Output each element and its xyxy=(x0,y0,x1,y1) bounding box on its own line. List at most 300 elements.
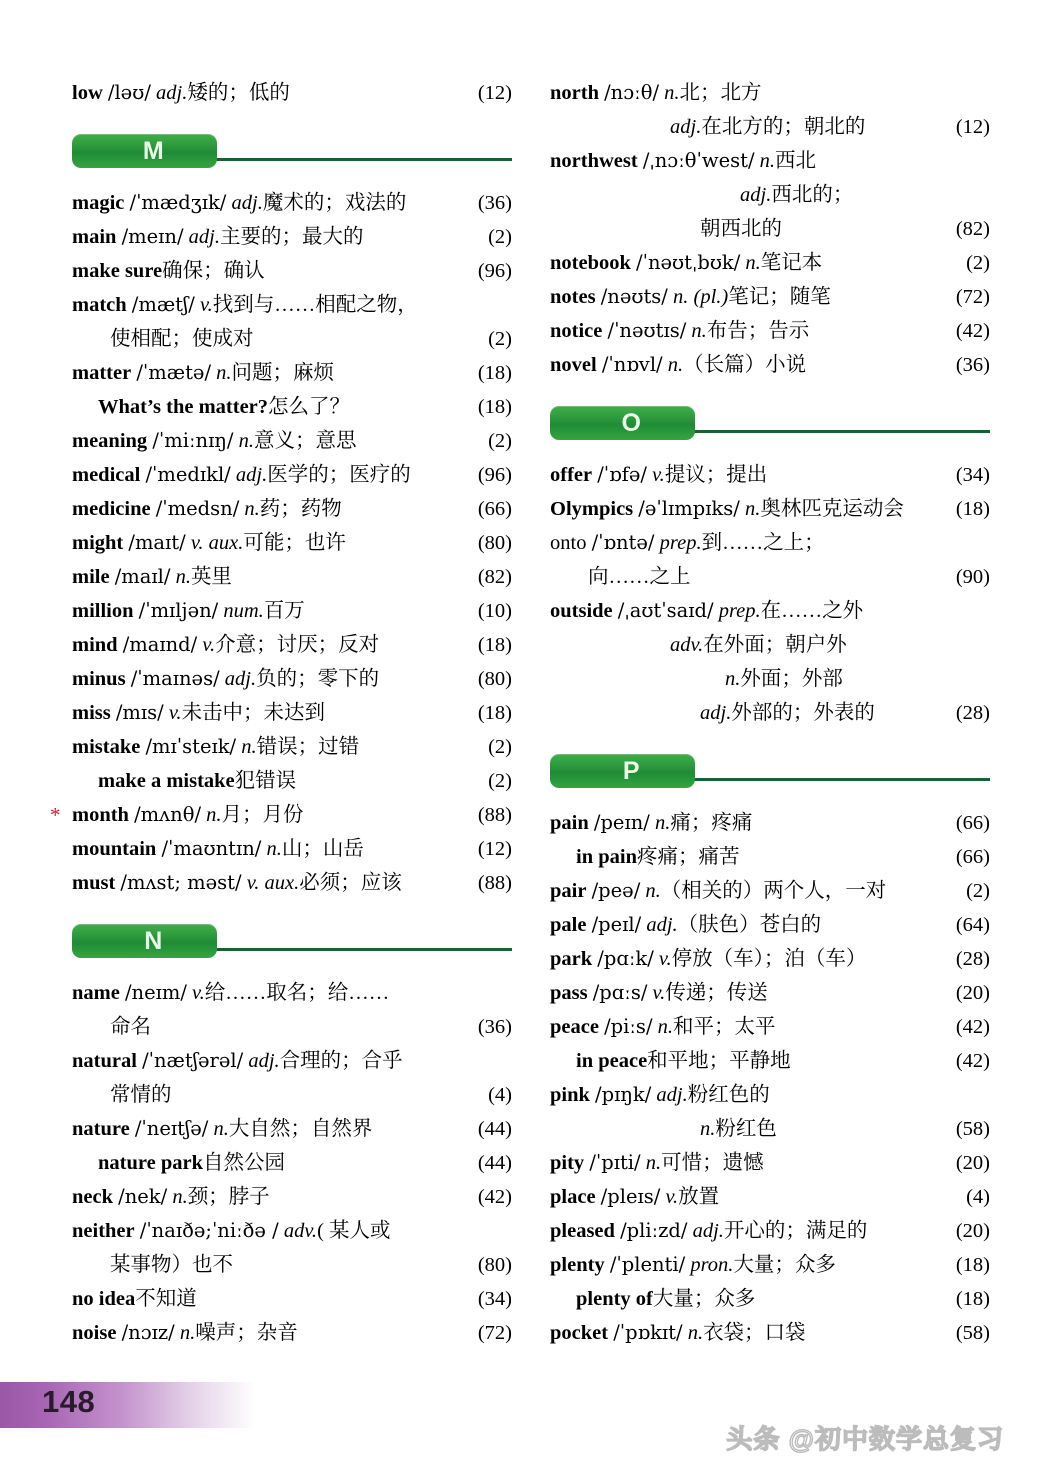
phonetic: /peɪn/ xyxy=(593,811,650,834)
page-reference: (20) xyxy=(955,1220,990,1242)
headword: pocket xyxy=(550,1322,609,1344)
entry-line xyxy=(550,1044,990,1078)
part-of-speech: adj. xyxy=(670,116,702,138)
definition-cn: 大量；众多 xyxy=(733,1254,836,1276)
entry-text xyxy=(72,872,402,894)
part-of-speech: n. xyxy=(673,286,689,308)
entry-line xyxy=(72,1316,512,1350)
definition-cn: 确保；确认 xyxy=(162,260,265,282)
page-reference: (18) xyxy=(955,1288,990,1310)
definition-cn: 外面；外部 xyxy=(740,668,843,690)
headword: medical xyxy=(72,464,141,486)
page-reference: (18) xyxy=(477,634,512,656)
part-of-speech: n. xyxy=(213,1118,229,1140)
glossary-entry xyxy=(72,424,512,458)
definition-cn: 主要的；最大的 xyxy=(219,226,364,248)
glossary-entry xyxy=(550,246,990,280)
entry-line xyxy=(550,1214,990,1248)
headword: onto xyxy=(550,532,587,554)
entry-text xyxy=(98,1152,285,1174)
definition-cn: 布告；告示 xyxy=(706,320,810,342)
entry-line xyxy=(550,806,990,840)
entry-text xyxy=(72,464,411,486)
entry-line xyxy=(72,628,512,662)
definition-cn: 笔记；随笔 xyxy=(728,286,831,308)
phonetic: /ˈmiːnɪŋ/ xyxy=(152,429,234,452)
phonetic: /maɪnd/ xyxy=(122,633,198,656)
part-of-speech: n. xyxy=(657,1016,674,1038)
headword: pain xyxy=(550,812,589,834)
entry-line xyxy=(72,1146,512,1180)
page-reference: (12) xyxy=(477,82,512,104)
part-of-speech: n. xyxy=(759,150,776,172)
glossary-entry xyxy=(72,832,512,866)
glossary-entry xyxy=(550,1078,990,1146)
headword: mistake xyxy=(72,736,141,758)
glossary-entry xyxy=(72,288,512,356)
entry-text xyxy=(110,1084,172,1106)
page-reference: (66) xyxy=(955,846,990,868)
part-of-speech: adj. xyxy=(656,1084,688,1106)
entry-line xyxy=(550,246,990,280)
section-letter: P xyxy=(622,756,641,785)
entry-text xyxy=(725,668,843,690)
phonetic: /ˌnɔːθˈwest/ xyxy=(642,149,755,172)
definition-cn: 噪声；杂音 xyxy=(195,1322,298,1344)
part-of-speech: v. xyxy=(658,948,672,970)
entry-text xyxy=(72,702,325,724)
page-reference: (44) xyxy=(477,1118,512,1140)
glossary-entry xyxy=(550,1146,990,1180)
headword: nature xyxy=(72,1118,130,1140)
headword: name xyxy=(72,982,120,1004)
definition-cn: 可惜；遗憾 xyxy=(661,1152,764,1174)
page-reference: (20) xyxy=(955,982,990,1004)
phonetic: /ˈnəʊtˌbʊk/ xyxy=(636,251,741,274)
page-reference: (72) xyxy=(955,286,990,308)
definition-cn: 西北 xyxy=(775,150,817,172)
part-of-speech: adj. xyxy=(235,464,268,486)
section-divider xyxy=(209,948,512,951)
headword: medicine xyxy=(72,498,151,520)
page-reference: (18) xyxy=(955,1254,990,1276)
definition-cn: 找到与……相配之物， xyxy=(212,294,418,316)
entry-line xyxy=(72,1078,512,1112)
definition-cn: 大量；众多 xyxy=(652,1288,756,1310)
entry-text xyxy=(550,1254,836,1276)
entry-text xyxy=(72,566,232,588)
headword: pale xyxy=(550,914,587,936)
part-of-speech: n. xyxy=(664,82,680,104)
headword: minus xyxy=(72,668,126,690)
entry-line xyxy=(550,280,990,314)
glossary-entry xyxy=(72,628,512,662)
headword: make sure xyxy=(72,260,163,282)
glossary-entry xyxy=(72,662,512,696)
entry-line xyxy=(550,212,990,246)
glossary-entry xyxy=(550,942,990,976)
entry-line xyxy=(550,594,990,628)
entry-line xyxy=(72,1282,512,1316)
entry-line xyxy=(550,662,990,696)
entry-text xyxy=(550,532,825,554)
definition-cn: 合理的；合乎 xyxy=(279,1050,403,1072)
headword: no idea xyxy=(72,1288,136,1310)
definition-cn: 大自然；自然界 xyxy=(228,1118,373,1140)
page-reference: (66) xyxy=(955,812,990,834)
entry-text xyxy=(550,880,886,902)
entry-text xyxy=(700,702,875,724)
glossary-entry xyxy=(550,806,990,840)
entry-line xyxy=(72,424,512,458)
definition-cn: 粉红色 xyxy=(715,1118,777,1140)
page-reference: (4) xyxy=(966,1186,990,1208)
page-reference: (88) xyxy=(477,872,512,894)
section-letter: M xyxy=(142,136,165,165)
definition-cn: 某事物）也不 xyxy=(110,1254,233,1276)
section-header-p xyxy=(550,752,990,790)
entry-text xyxy=(576,846,739,868)
section-header-m xyxy=(72,132,512,170)
phonetic: /ˈmaɪnəs/ xyxy=(130,667,220,690)
headword: meaning xyxy=(72,430,148,452)
part-of-speech: prep. xyxy=(718,600,761,622)
entry-text xyxy=(550,600,863,622)
page-reference: (42) xyxy=(955,1016,990,1038)
entry-line xyxy=(550,942,990,976)
part-of-speech: adj. xyxy=(156,82,188,104)
phonetic: /mætʃ/ xyxy=(131,293,195,316)
definition-cn: 北；北方 xyxy=(679,82,762,104)
phonetic: /ˈmedɪkl/ xyxy=(145,463,231,486)
headword: must xyxy=(72,872,116,894)
phonetic: /mɪˈsteɪk/ xyxy=(145,735,237,758)
new-word-asterisk: * xyxy=(50,803,61,827)
entry-line xyxy=(72,696,512,730)
definition-cn: 痛；疼痛 xyxy=(670,812,753,834)
definition-cn: 药；药物 xyxy=(259,498,342,520)
phonetic: /mɪs/ xyxy=(115,701,164,724)
part-of-speech: v. xyxy=(202,634,216,656)
definition-cn: 命名 xyxy=(110,1016,151,1038)
headword: miss xyxy=(72,702,111,724)
entry-text xyxy=(110,1254,233,1276)
part-of-speech: n. xyxy=(241,736,257,758)
phonetic: /maɪt/ xyxy=(128,531,186,554)
page-reference: (18) xyxy=(477,362,512,384)
phonetic: /pɑːs/ xyxy=(592,981,648,1004)
glossary-entry xyxy=(72,458,512,492)
definition-cn: （相关的）两个人，一对 xyxy=(660,880,887,902)
headword: plenty of xyxy=(576,1288,653,1310)
entry-line xyxy=(550,976,990,1010)
definition-cn: 必须；应该 xyxy=(299,872,402,894)
entry-text xyxy=(740,184,853,206)
phonetic: /mʌst; məst/ xyxy=(120,871,242,894)
entry-line xyxy=(72,1010,512,1044)
glossary-entry xyxy=(72,254,512,288)
entry-text xyxy=(550,812,752,834)
entry-text xyxy=(550,252,822,274)
glossary-entry xyxy=(72,730,512,764)
phonetic: /ˈɒfə/ xyxy=(597,463,647,486)
page-reference: (2) xyxy=(488,226,512,248)
entry-text xyxy=(98,396,350,418)
phonetic: /pɪŋk/ xyxy=(595,1083,652,1106)
entry-text xyxy=(72,1288,197,1310)
part-of-speech-extra: (pl.) xyxy=(693,286,729,308)
part-of-speech: adj. xyxy=(692,1220,724,1242)
glossary-entry xyxy=(72,866,512,900)
entry-text xyxy=(72,1220,391,1242)
glossary-entry xyxy=(72,1146,512,1180)
page-reference: (42) xyxy=(955,1050,990,1072)
phonetic: /ˈplenti/ xyxy=(609,1253,686,1276)
definition-cn: ( 某人或 xyxy=(317,1220,391,1242)
definition-cn: 在……之外 xyxy=(760,600,864,622)
definition-cn: 犯错误 xyxy=(234,770,297,792)
entry-line xyxy=(550,1112,990,1146)
headword: noise xyxy=(72,1322,117,1344)
phonetic: /maɪl/ xyxy=(114,565,171,588)
part-of-speech: v. xyxy=(652,464,665,486)
headword: mountain xyxy=(72,838,157,860)
entry-text xyxy=(72,260,265,282)
headword: mind xyxy=(72,634,118,656)
definition-cn: 和平地；平静地 xyxy=(647,1050,791,1072)
entry-line xyxy=(550,874,990,908)
entry-text xyxy=(550,464,767,486)
definition-cn: 月；月份 xyxy=(221,804,304,826)
page-reference: (2) xyxy=(966,880,990,902)
entry-text xyxy=(550,1084,770,1106)
entry-line xyxy=(72,356,512,390)
phonetic: /ˈpɒkɪt/ xyxy=(613,1321,683,1344)
section-letter: N xyxy=(144,926,163,955)
entry-text xyxy=(550,948,866,970)
part-of-speech: adv. xyxy=(670,634,704,656)
entry-text xyxy=(72,1322,298,1344)
glossary-entry xyxy=(50,798,512,832)
headword: novel xyxy=(550,354,597,376)
entry-line xyxy=(550,144,990,178)
page-reference: (58) xyxy=(955,1118,990,1140)
page-reference: (96) xyxy=(477,464,512,486)
entry-line xyxy=(72,288,512,322)
phonetic: /ˈɒntə/ xyxy=(591,531,655,554)
entry-line xyxy=(50,798,512,832)
part-of-speech: v. xyxy=(168,702,182,724)
part-of-speech: n. xyxy=(179,1322,196,1344)
phonetic: /pɑːk/ xyxy=(597,947,654,970)
entry-line xyxy=(72,254,512,288)
entry-line xyxy=(550,1282,990,1316)
definition-cn: 到……之上； xyxy=(701,532,825,554)
definition-cn: 西北的； xyxy=(771,184,854,206)
phonetic: /ˈmaʊntɪn/ xyxy=(161,837,262,860)
definition-cn: 疼痛；痛苦 xyxy=(636,846,740,868)
entry-text xyxy=(550,914,821,936)
headword: northwest xyxy=(550,150,638,172)
definition-cn: 自然公园 xyxy=(202,1152,285,1174)
phonetic: /pliːzd/ xyxy=(620,1219,688,1242)
entry-line xyxy=(550,1316,990,1350)
headword: match xyxy=(72,294,127,316)
entry-text xyxy=(550,1322,806,1344)
entry-line xyxy=(72,976,512,1010)
entry-line xyxy=(72,186,512,220)
glossary-entry xyxy=(550,976,990,1010)
definition-cn: 意义；意思 xyxy=(253,430,357,452)
page-reference: (18) xyxy=(477,702,512,724)
page-reference: (12) xyxy=(955,116,990,138)
entry-line xyxy=(550,1010,990,1044)
entry-text xyxy=(550,286,831,308)
glossary-entry xyxy=(550,1282,990,1316)
definition-cn: 常情的 xyxy=(110,1084,172,1106)
part-of-speech: n. xyxy=(175,566,191,588)
entry-line xyxy=(550,178,990,212)
entry-text xyxy=(72,430,356,452)
part-of-speech: n. xyxy=(744,498,761,520)
section-letter-pill xyxy=(550,406,695,440)
entry-text xyxy=(72,192,406,214)
glossary-entry xyxy=(72,1282,512,1316)
page-reference: (36) xyxy=(477,192,512,214)
definition-cn: 矮的；低的 xyxy=(187,82,290,104)
entry-line xyxy=(72,1112,512,1146)
entry-line xyxy=(550,696,990,730)
part-of-speech: adj. xyxy=(248,1050,280,1072)
part-of-speech: n. xyxy=(645,880,661,902)
phonetic: /neɪm/ xyxy=(124,981,187,1004)
definition-cn: 怎么了？ xyxy=(268,396,351,418)
entry-text xyxy=(72,294,418,316)
glossary-entry xyxy=(72,356,512,390)
part-of-speech: v. aux. xyxy=(246,872,300,894)
page-reference: (80) xyxy=(477,1254,512,1276)
section-divider xyxy=(209,158,512,161)
entry-line xyxy=(72,662,512,696)
section-letter-pill xyxy=(72,924,217,958)
part-of-speech: adj. xyxy=(700,702,732,724)
page-reference: (10) xyxy=(477,600,512,622)
page-reference: (42) xyxy=(477,1186,512,1208)
headword: pass xyxy=(550,982,588,1004)
phonetic: /ˈneɪtʃə/ xyxy=(134,1117,209,1140)
headword: What’s the matter? xyxy=(98,396,269,418)
headword: offer xyxy=(550,464,593,486)
phonetic: /ˈnaɪðə;ˈniːðə / xyxy=(139,1219,279,1242)
glossary-entry xyxy=(72,1180,512,1214)
definition-cn: 放置 xyxy=(678,1186,720,1208)
phonetic: /nɔːθ/ xyxy=(604,81,660,104)
headword: in pain xyxy=(576,846,637,868)
headword: pity xyxy=(550,1152,585,1174)
section-letter-pill xyxy=(72,134,217,168)
glossary-entry xyxy=(72,560,512,594)
definition-cn: 停放（车）；泊（车） xyxy=(671,948,867,970)
entry-line xyxy=(72,458,512,492)
definition-cn: 未击中；未达到 xyxy=(181,702,326,724)
part-of-speech: adj. xyxy=(188,226,220,248)
definition-cn: 问题；麻烦 xyxy=(231,362,335,384)
headword: might xyxy=(72,532,124,554)
phonetic: /ˈmedsn/ xyxy=(155,497,240,520)
definition-cn: 传递；传送 xyxy=(665,982,768,1004)
entry-text xyxy=(550,320,809,342)
entry-text xyxy=(72,736,359,758)
entry-line xyxy=(550,348,990,382)
glossary-entry xyxy=(550,348,990,382)
page-reference: (20) xyxy=(955,1152,990,1174)
glossary-entry xyxy=(72,526,512,560)
entry-text xyxy=(550,150,816,172)
glossary-entry xyxy=(550,1316,990,1350)
headword: pair xyxy=(550,880,587,902)
section-letter-pill xyxy=(550,754,695,788)
glossary-entry xyxy=(72,594,512,628)
phonetic: /peə/ xyxy=(591,879,641,902)
entry-text xyxy=(550,1152,764,1174)
glossary-entry xyxy=(550,458,990,492)
entry-text xyxy=(72,226,363,248)
section-divider xyxy=(687,778,990,781)
glossary-entry xyxy=(550,144,990,246)
entry-text xyxy=(550,982,768,1004)
right-column xyxy=(550,76,990,1350)
page-reference: (64) xyxy=(955,914,990,936)
definition-cn: 颈；脖子 xyxy=(187,1186,270,1208)
glossary-entry xyxy=(72,1112,512,1146)
part-of-speech: v. xyxy=(665,1186,679,1208)
phonetic: /ˈmædʒɪk/ xyxy=(129,191,227,214)
entry-text xyxy=(72,532,346,554)
phonetic: /ləʊ/ xyxy=(107,81,151,104)
entry-line xyxy=(72,866,512,900)
entry-line xyxy=(550,1078,990,1112)
phonetic: /ˈnɒvl/ xyxy=(601,353,663,376)
definition-cn: 向……之上 xyxy=(588,566,691,588)
part-of-speech: v. xyxy=(200,294,213,316)
glossary-entry xyxy=(550,840,990,874)
definition-cn: 负的；零下的 xyxy=(256,668,380,690)
entry-line xyxy=(550,526,990,560)
glossary-entry xyxy=(550,76,990,144)
part-of-speech: adj. xyxy=(231,192,263,214)
entry-text xyxy=(550,82,762,104)
headword: pink xyxy=(550,1084,590,1106)
entry-text xyxy=(550,354,806,376)
definition-cn: 在外面；朝户外 xyxy=(703,634,847,656)
definition-cn: （肤色）苍白的 xyxy=(677,914,822,936)
entry-text xyxy=(72,804,304,826)
page-reference: (82) xyxy=(955,218,990,240)
headword: neither xyxy=(72,1220,135,1242)
headword: in peace xyxy=(576,1050,648,1072)
headword: neck xyxy=(72,1186,113,1208)
definition-cn: 英里 xyxy=(190,566,232,588)
definition-cn: 开心的；满足的 xyxy=(723,1220,868,1242)
entry-text xyxy=(72,982,389,1004)
glossary-entry xyxy=(550,1010,990,1044)
definition-cn: 在北方的；朝北的 xyxy=(701,116,866,138)
entry-text xyxy=(72,838,364,860)
entry-line xyxy=(550,840,990,874)
entry-line xyxy=(550,1248,990,1282)
entry-text xyxy=(670,634,847,656)
page-reference: (66) xyxy=(477,498,512,520)
